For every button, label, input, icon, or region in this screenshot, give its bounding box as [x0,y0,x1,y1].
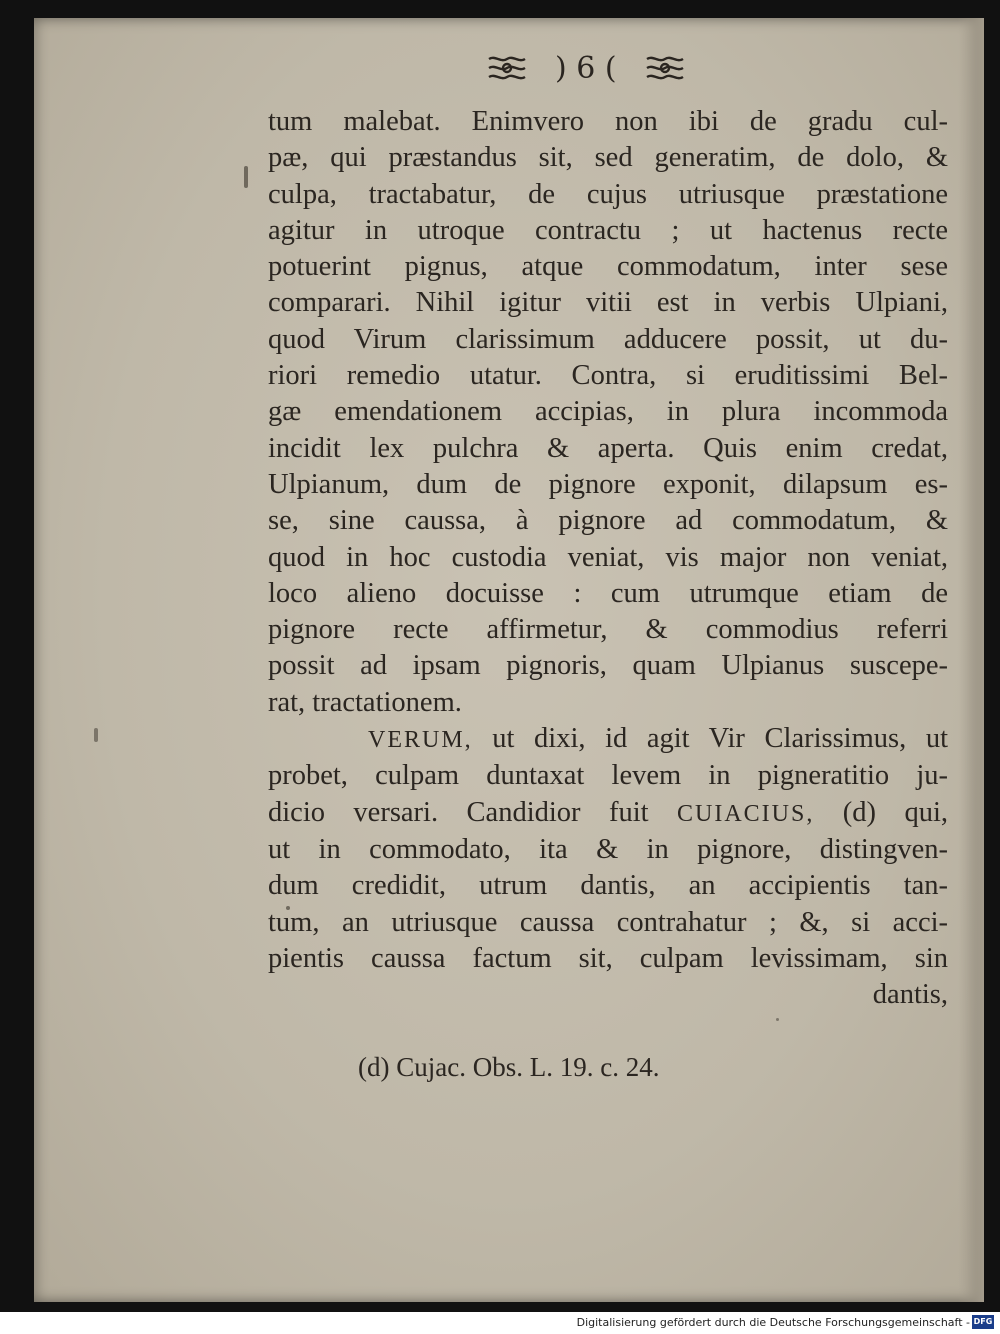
cuiacius-line [268,795,948,832]
text-line: possit ad ipsam pignoris, quam Ulpianus suscepe- [268,650,948,682]
text-line: pæ, qui præstandus sit, sed generatim, de dolo, & [268,142,948,174]
paragraph-start-line [268,721,948,758]
ornament-right-icon [643,53,687,83]
text-line: tum, an utriusque caussa contrahatur ; &, si acci- [268,906,948,938]
cuiacius-lead: dicio versari. Candidior fuit [268,796,649,828]
cuiacius-name: CUIACIUS, [677,800,815,827]
page-number: ) 6 ( [555,50,617,86]
text-line: tum malebat. Enimvero non ibi de gradu cul- [268,106,948,137]
lead-word: VERUM, [368,727,473,754]
footnote: (d) Cujac. Obs. L. 19. c. 24. [358,1052,660,1082]
funding-credit: Digitalisierung gefördert durch die Deutsche Forschungsgemeinschaft - [576,1316,970,1329]
dfg-logo: DFG [972,1315,994,1329]
text-line: pignore recte affirmetur, & commodius referri [268,614,948,646]
text-line: probet, culpam duntaxat levem in pigneratitio ju- [268,760,948,792]
ornament-left-icon [485,53,529,83]
body-text [268,104,948,1013]
text-line: comparari. Nihil igitur vitii est in verbis Ulpiani, [268,287,948,319]
text-line: quod in hoc custodia veniat, vis major non veniat, [268,541,948,573]
text-line: quod Virum clarissimum adducere possit, ut du- [268,323,948,355]
text-line: ut in commodato, ita & in pignore, distingven- [268,833,948,865]
text-line: incidit lex pulchra & aperta. Quis enim credat, [268,432,948,464]
text-line: se, sine caussa, à pignore ad commodatum, & [268,505,948,537]
text-line: Ulpianum, dum de pignore exponit, dilapsum es- [268,468,948,500]
footnote-ref: (d) qui, [814,796,949,828]
text-line: agitur in utroque contractu ; ut hactenus recte [268,214,948,246]
text-line: loco alieno docuisse : cum utrumque etiam de [268,577,948,609]
text-line: gæ emendationem accipias, in plura incommoda [268,396,948,428]
text-line: dum credidit, utrum dantis, an accipientis tan- [268,870,948,902]
text-line: pientis caussa factum sit, culpam levissimam, sin [268,942,948,974]
text-line: rat, tractationem. [268,686,462,718]
page-header [485,48,687,88]
text-line: riori remedio utatur. Contra, si eruditissimi Bel- [268,360,948,392]
catchword: dantis, [872,979,948,1011]
text-line: potuerint pignus, atque commodatum, inter sese [268,251,948,283]
lead-rest: ut dixi, id agit Vir Clarissimus, ut [472,723,948,755]
text-line: culpa, tractabatur, de cujus utriusque præstatione [268,178,948,210]
